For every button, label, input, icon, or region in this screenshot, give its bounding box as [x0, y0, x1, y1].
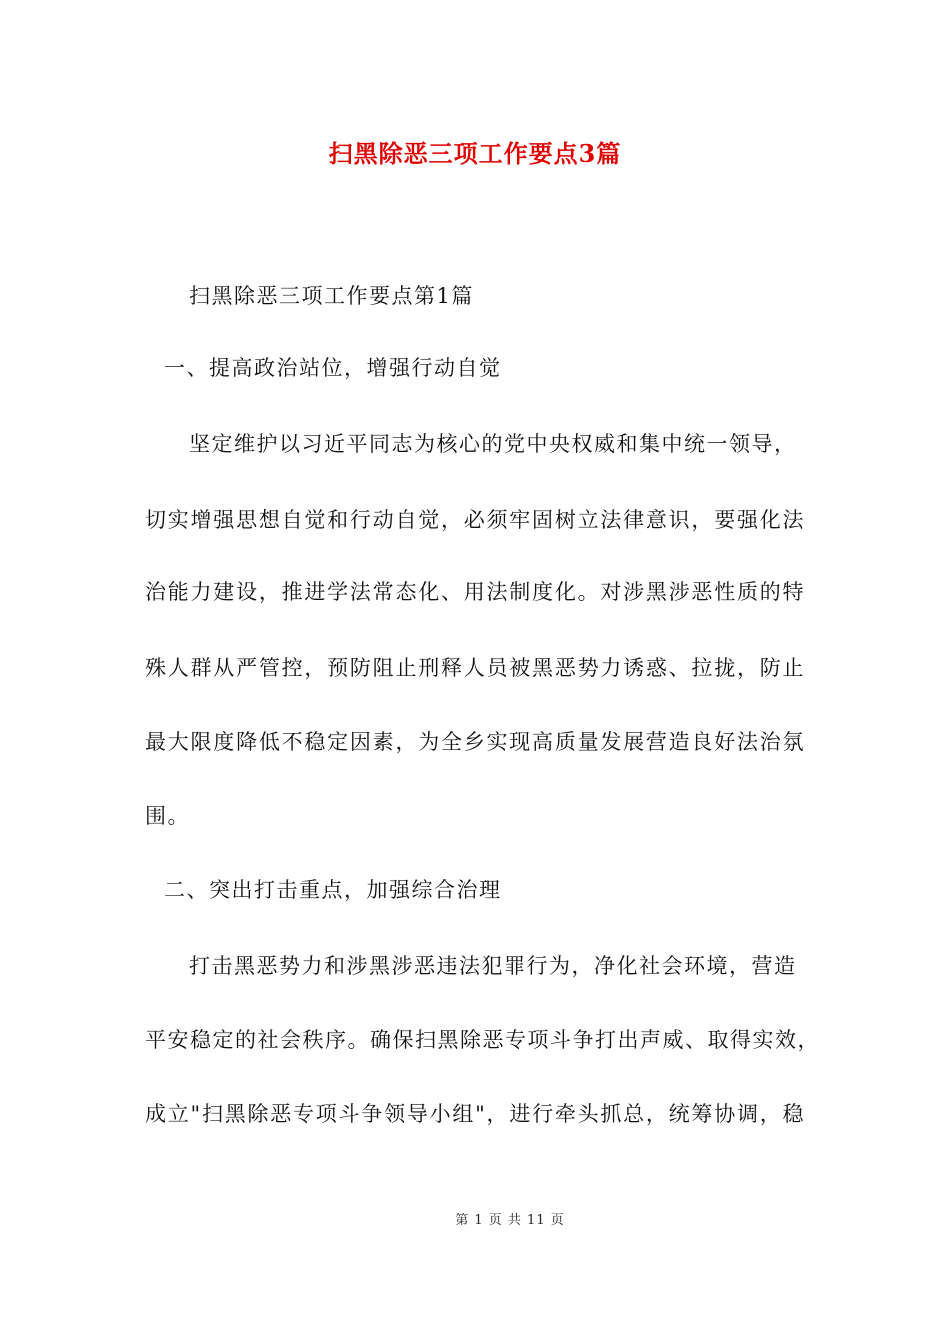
paragraph-line: 打击黑恶势力和涉黑涉恶违法犯罪行为，净化社会环境，营造: [189, 954, 797, 978]
section-2-heading: 二、突出打击重点，加强综合治理: [164, 878, 502, 902]
paragraph-line: 殊人群从严管控，预防阻止刑释人员被黑恶势力诱惑、拉拢，防止: [145, 656, 805, 680]
paragraph-line: 平安稳定的社会秩序。确保扫黑除恶专项斗争打出声威、取得实效，: [145, 1028, 820, 1052]
paragraph-line: 治能力建设，推进学法常态化、用法制度化。对涉黑涉恶性质的特: [145, 580, 805, 604]
page-footer: 第 1 页 共 11 页: [455, 1213, 565, 1228]
paragraph-line: 切实增强思想自觉和行动自觉，必须牢固树立法律意识，要强化法: [145, 508, 805, 532]
paragraph-line: 围。: [145, 804, 190, 828]
section-1-heading: 一、提高政治站位，增强行动自觉: [164, 356, 502, 380]
paragraph-line: 成立"扫黑除恶专项斗争领导小组"，进行牵头抓总，统筹协调，稳: [145, 1102, 805, 1126]
paragraph-line: 最大限度降低不稳定因素，为全乡实现高质量发展营造良好法治氛: [145, 730, 805, 754]
document-subtitle: 扫黑除恶三项工作要点第1篇: [189, 284, 474, 308]
paragraph-line: 坚定维护以习近平同志为核心的党中央权威和集中统一领导，: [189, 432, 797, 456]
document-title: 扫黑除恶三项工作要点3篇: [328, 139, 622, 168]
